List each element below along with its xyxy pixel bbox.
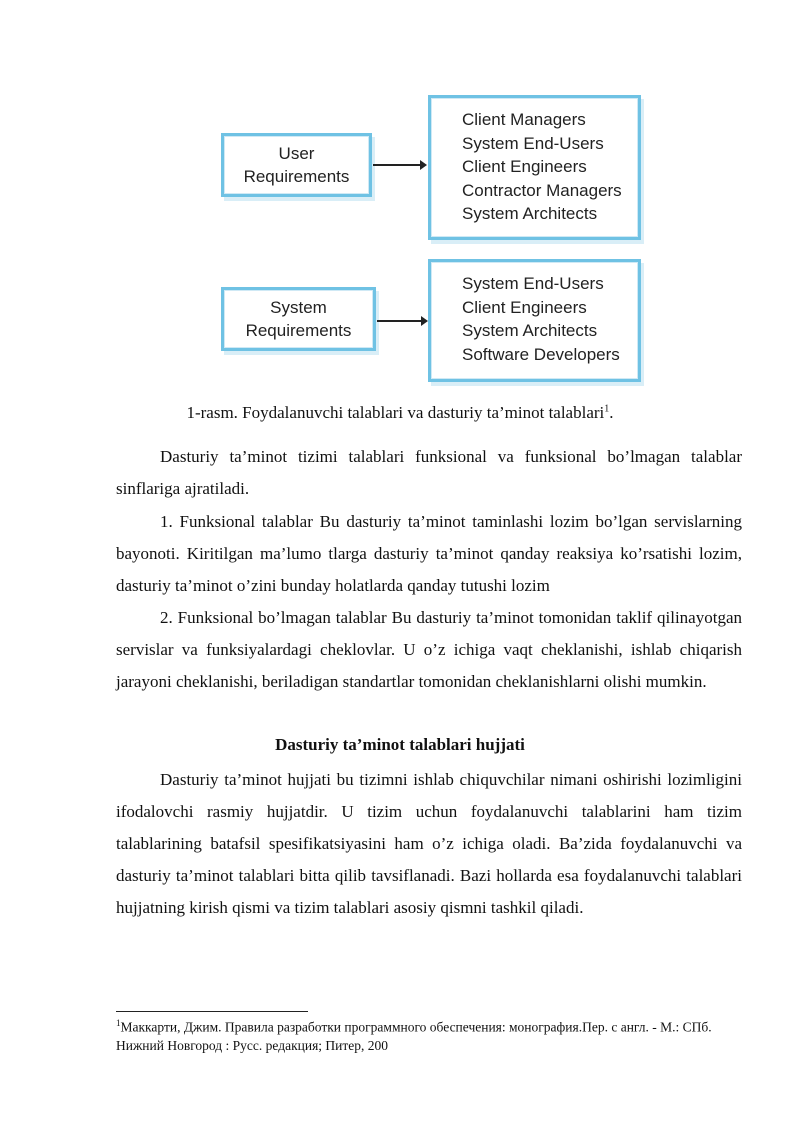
user-reader-item: System Architects <box>462 204 598 223</box>
sys-req-line1: System <box>270 298 327 317</box>
system-reader-item: System End-Users <box>462 274 604 293</box>
user-reader-item: Contractor Managers <box>462 180 622 200</box>
system-readers-box <box>428 259 641 382</box>
user-reader-item: System End-Users <box>462 133 604 153</box>
caption-footnote-ref: 1 <box>604 403 610 415</box>
user-arrow <box>373 164 425 166</box>
user-reader-item: Client Managers <box>462 110 586 129</box>
caption-end: . <box>609 403 614 422</box>
system-reader-item: System Architects <box>462 321 598 340</box>
system-arrow <box>377 320 426 322</box>
paragraph-1: Dasturiy ta’minot tizimi talablari funksional va funksional bo’lmagan talablar sinflariga ajratiladi. <box>116 447 742 498</box>
footnote-text: Маккарти, Джим. Правила разработки программного обеспечения: монография.Пер. с англ. - М.: СПб. Нижний Новгород : Русс. редакция; Питер, 200 <box>116 1019 712 1053</box>
user-requirements-box <box>221 133 372 197</box>
user-req-line1: User <box>278 144 315 163</box>
system-reader-item: Client Engineers <box>462 297 587 317</box>
paragraph-2: 1. Funksional talablar Bu dasturiy ta’minot taminlashi lozim bo’lgan servislarning bayonoti. Kiritilgan ma’lumo tlarga dasturiy ta’minot qanday reaksiya ko’rsatishi lozim, dasturiy ta’minot o’zini bunday holatlarda qanday tutushi lozim <box>116 512 742 595</box>
user-readers-box <box>428 95 641 240</box>
system-requirements-box <box>221 287 376 351</box>
paragraph-4: Dasturiy ta’minot hujjati bu tizimni ishlab chiquvchilar nimani oshirishi lozimligini ifodalovchi rasmiy hujjatdir. U tizim uchun foydalanuvchi talablarini ham tizim talablarining batafsil spesifikatsiyasini ham o’z ichiga oladi. Ba’zida foydalanuvchi va dasturiy ta’minot talablari bitta qilib tavsiflanadi. Bazi hollarda esa foydalanuvchi talablari hujjatning kirish qismi va tizim talablari asosiy qismni tashkil qiladi. <box>116 770 742 917</box>
user-reader-item: Client Engineers <box>462 157 587 176</box>
section-heading: Dasturiy ta’minot talablari hujjati <box>275 735 525 754</box>
figure-caption <box>0 403 800 423</box>
user-req-line2: Requirements <box>243 167 350 186</box>
sys-req-line2: Requirements <box>245 321 352 340</box>
requirements-diagram <box>0 0 800 395</box>
system-reader-item: Software Developers <box>462 344 620 364</box>
footnote <box>116 1014 756 1055</box>
footnote-divider <box>116 1011 308 1012</box>
paragraph-3: 2. Funksional bo’lmagan talablar Bu dasturiy ta’minot tomonidan taklif qilinayotgan servislar va funksiyalardagi cheklovlar. U o’z ichiga vaqt cheklanishi, ishlab chiqarish jarayoni cheklanishi, beriladigan standartlar tomonidan cheklanishlarni olishi mumkin. <box>116 608 742 691</box>
caption-text: 1-rasm. Foydalanuvchi talablari va dasturiy ta’minot talablari <box>186 403 605 422</box>
footnote-ref: 1 <box>116 1018 121 1028</box>
